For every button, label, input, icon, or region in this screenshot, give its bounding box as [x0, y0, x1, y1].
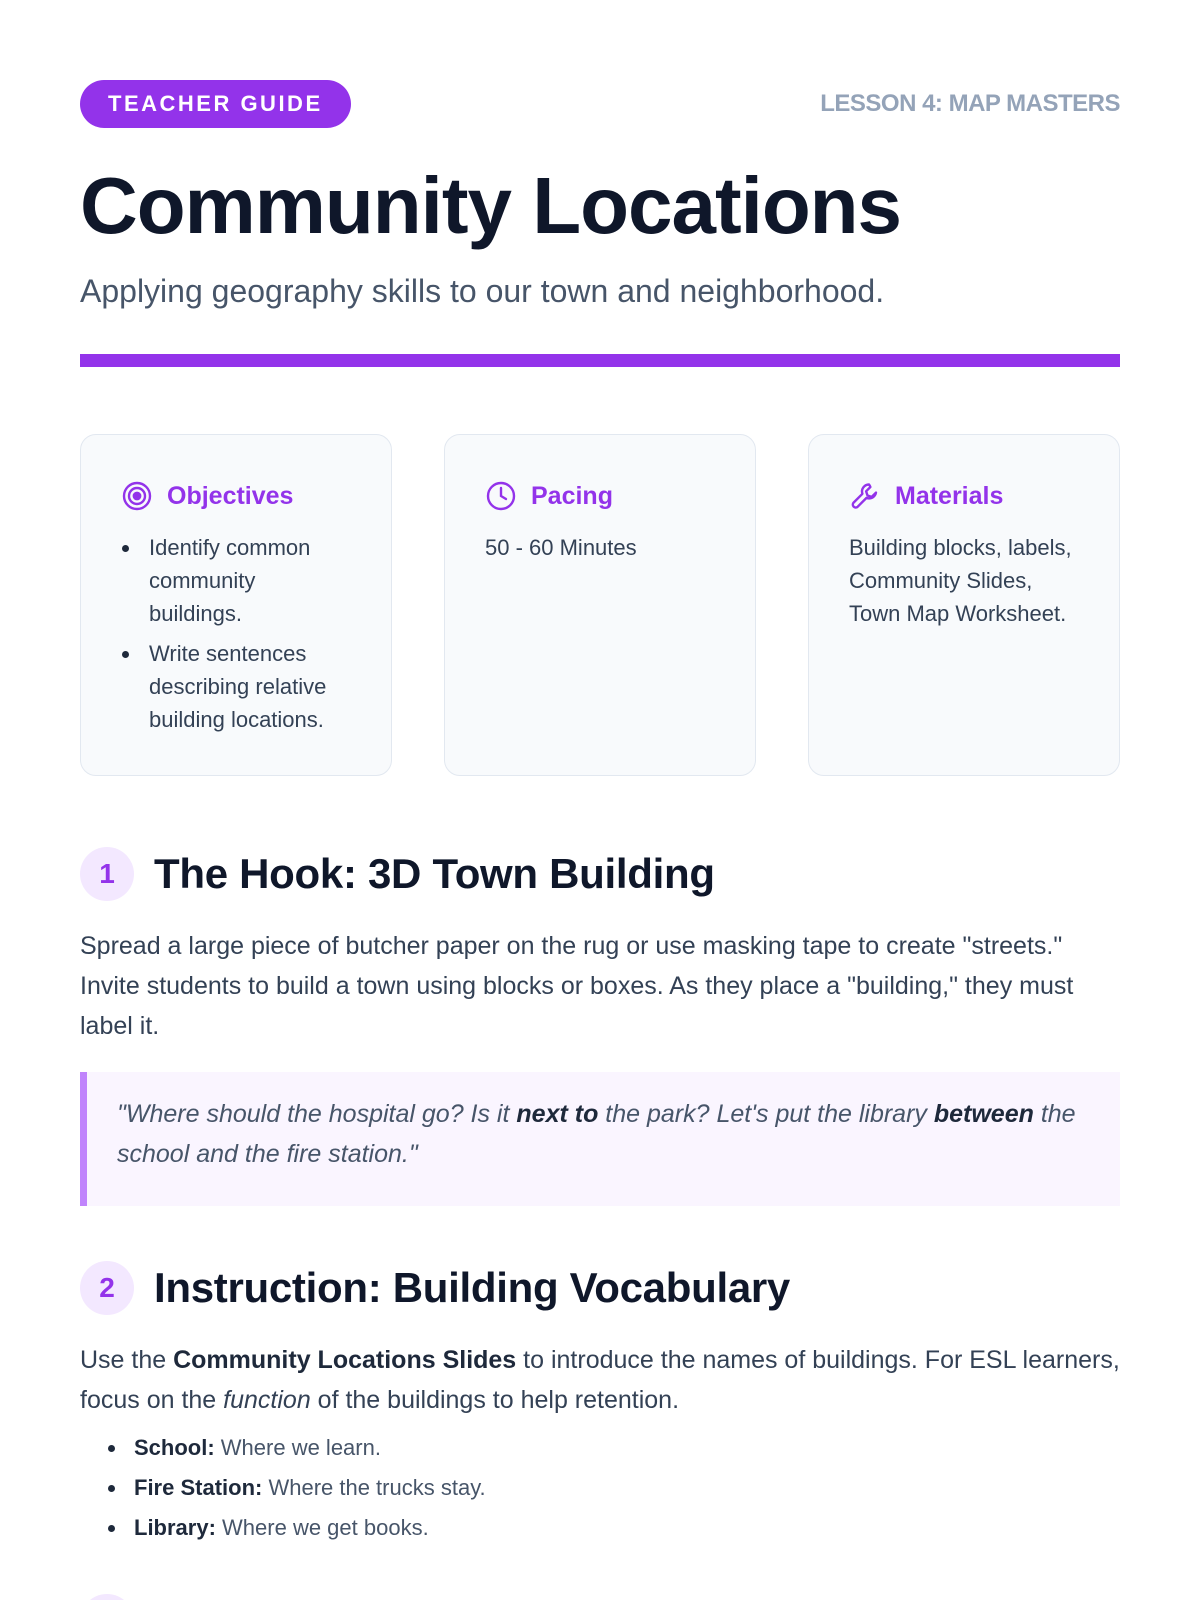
target-icon — [121, 480, 153, 512]
materials-text: Building blocks, labels, Community Slides, Town Map Worksheet. — [849, 535, 1072, 626]
section-1-header — [80, 846, 715, 902]
objective-item: Write sentences describing relative building locations. — [121, 637, 351, 736]
accent-divider — [80, 354, 1120, 367]
vocab-term: Fire Station: — [134, 1475, 263, 1500]
vocab-definition: Where we learn. — [214, 1435, 381, 1460]
page-subtitle: Applying geography skills to our town and neighborhood. — [80, 273, 885, 309]
pacing-duration: 50 - 60 Minutes — [485, 535, 637, 560]
quote-text: the park? Let's put the library — [598, 1100, 934, 1128]
lesson-label: LESSON 4: MAP MASTERS — [820, 90, 1120, 117]
slides-reference: Community Locations Slides — [173, 1346, 517, 1374]
vocab-item — [80, 1428, 1120, 1468]
objectives-title: Objectives — [167, 481, 294, 510]
page-title: Community Locations — [80, 161, 902, 250]
pacing-header — [485, 479, 715, 513]
vocab-item — [80, 1508, 1120, 1548]
body-text: Use the — [80, 1346, 174, 1374]
section-2-body — [80, 1340, 1120, 1420]
vocab-definition: Where the trucks stay. — [262, 1475, 486, 1500]
vocab-term: Library: — [134, 1515, 216, 1540]
section-2-header — [80, 1260, 790, 1316]
next-section-number — [80, 1594, 134, 1600]
quote-text: the school and the fire station." — [117, 1100, 1076, 1168]
section-title: Instruction: Building Vocabulary — [154, 1264, 790, 1311]
vocabulary-list — [80, 1428, 1120, 1548]
body-text: of the buildings to help retention. — [310, 1386, 680, 1414]
clock-icon — [485, 480, 517, 512]
wrench-icon — [849, 480, 881, 512]
teacher-guide-badge: TEACHER GUIDE — [80, 80, 351, 128]
materials-header — [849, 479, 1079, 513]
section-title: The Hook: 3D Town Building — [154, 850, 715, 897]
header-bar — [80, 80, 1120, 128]
materials-title: Materials — [895, 481, 1004, 510]
emphasis-text: function — [223, 1386, 311, 1414]
quote-emphasis: between — [933, 1100, 1034, 1128]
teacher-quote — [80, 1072, 1120, 1206]
objectives-header — [121, 479, 351, 513]
quote-text: "Where should the hospital go? Is it — [117, 1100, 517, 1128]
objectives-list — [121, 531, 351, 736]
materials-card — [808, 434, 1120, 776]
section-number: 2 — [80, 1261, 134, 1315]
objectives-card — [80, 434, 392, 776]
quote-emphasis: next to — [516, 1100, 599, 1128]
pacing-title: Pacing — [531, 481, 613, 510]
pacing-card — [444, 434, 756, 776]
vocab-term: School: — [134, 1435, 215, 1460]
section-number: 1 — [80, 847, 134, 901]
overview-cards — [80, 434, 1120, 776]
section-1-body: Spread a large piece of butcher paper on the rug or use masking tape to create "streets." Invite students to build a town using blocks or boxes. As they place a "building," they must label it. — [80, 932, 1074, 1040]
objective-item: Identify common community buildings. — [121, 531, 351, 630]
vocab-definition: Where we get books. — [215, 1515, 429, 1540]
vocab-item — [80, 1468, 1120, 1508]
body-text: to introduce the names of buildings. For ESL learners, focus on the — [80, 1346, 1120, 1414]
